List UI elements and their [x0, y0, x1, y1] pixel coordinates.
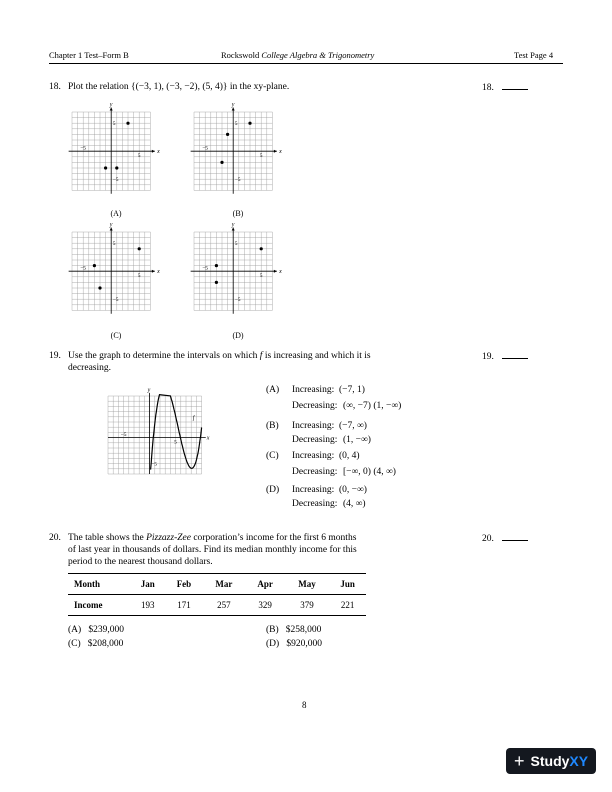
tick-label-neg5: −5: [80, 265, 87, 272]
x-arrow-icon: [152, 270, 155, 273]
q18-graph-a-label: (A): [110, 209, 122, 218]
plotted-point: [115, 166, 118, 169]
plotted-point: [260, 247, 263, 250]
plotted-point: [226, 133, 229, 136]
tick-label-yneg5: −5: [234, 297, 241, 304]
tick-label-y5: 5: [112, 241, 116, 248]
table-header-row: [68, 574, 366, 595]
plotted-point: [215, 264, 218, 267]
q18-graph-a-grid: [69, 102, 160, 194]
q18-graph-d: [186, 222, 286, 330]
q19-answer[interactable]: 19.: [482, 350, 528, 362]
x-arrow-icon: [274, 150, 277, 153]
plotted-point: [98, 286, 101, 289]
tick-label-neg5: −5: [80, 145, 87, 152]
x-axis-label: x: [279, 149, 282, 156]
q20-income-table: [68, 573, 366, 616]
header-title: Rockswold College Algebra & Trigonometry: [221, 50, 375, 60]
x-axis-label: x: [157, 149, 160, 156]
x-axis-label: x: [157, 269, 160, 276]
table-header: May: [298, 579, 316, 589]
header-rule: [49, 63, 563, 64]
q18-text: Plot the relation {(−3, 1), (−3, −2), (5, 4)} in the xy-plane.: [68, 82, 290, 92]
q19-options: [266, 384, 486, 514]
q19-number: 19.: [49, 351, 61, 361]
q20-answer-blank[interactable]: [502, 532, 528, 541]
page-number: 8: [302, 700, 307, 710]
q19-x-axis-label: x: [206, 435, 210, 442]
q19-option-a[interactable]: (A) Increasing: (−7, 1) Decreasing: (∞, −7) (1, −∞): [266, 385, 402, 411]
table-cell: 329: [258, 600, 272, 610]
header-chapter: Chapter 1 Test–Form B: [49, 50, 129, 60]
q19-option-b[interactable]: (B) Increasing: (−7, ∞) Decreasing: (1, −∞): [266, 421, 371, 445]
table-header: Feb: [176, 579, 192, 589]
table-header: Mar: [215, 579, 233, 589]
q20-choice-a[interactable]: (A) $239,000: [68, 625, 124, 635]
y-axis-label: y: [109, 222, 113, 228]
table-header: Apr: [257, 579, 273, 589]
q19-option-d[interactable]: (D) Increasing: (0, −∞) Decreasing: (4, ∞): [266, 485, 367, 509]
q18-graph-a: [64, 102, 164, 210]
y-axis-label: y: [231, 222, 235, 228]
q20-number: 20.: [49, 533, 61, 543]
table-cell: 193: [141, 600, 155, 610]
y-axis-label: y: [109, 102, 113, 108]
plotted-point: [104, 166, 107, 169]
plotted-point: [93, 264, 96, 267]
q18-number: 18.: [49, 82, 61, 92]
header-page: Test Page 4: [514, 50, 554, 60]
q18-graph-c-label: (C): [110, 331, 122, 340]
table-cell: 379: [300, 600, 314, 610]
y-arrow-icon: [110, 108, 113, 111]
tick-label-y5: 5: [234, 241, 238, 248]
y-arrow-icon: [110, 228, 113, 231]
plus-icon: +: [514, 750, 525, 771]
q20-choice-b[interactable]: (B) $258,000: [266, 625, 322, 635]
plotted-point: [220, 161, 223, 164]
q18-graph-b: [186, 102, 286, 210]
q19-tick-neg5-y: −5: [151, 461, 157, 468]
tick-label-pos5: 5: [259, 273, 263, 280]
tick-label-neg5: −5: [202, 145, 209, 152]
q19-graph: [98, 388, 216, 478]
y-arrow-icon: [232, 228, 235, 231]
tick-label-pos5: 5: [259, 153, 263, 160]
x-arrow-icon: [152, 150, 155, 153]
q19-answer-blank[interactable]: [502, 350, 528, 359]
table-header: Month: [74, 579, 101, 589]
table-cell: 171: [177, 600, 191, 610]
q18-graph-c: [64, 222, 164, 330]
tick-label-y5: 5: [112, 121, 116, 128]
q20-text: The table shows the Pizzazz-Zee corporation’s income for the first 6 months of last year in thousands of dollars. Find its median monthly income for this period to the nearest thousand dollars.: [68, 533, 357, 567]
tick-label-neg5: −5: [202, 265, 209, 272]
x-axis-label: x: [279, 269, 282, 276]
q18-graph-b-label: (B): [232, 209, 244, 218]
x-arrow-icon: [274, 270, 277, 273]
tick-label-y5: 5: [234, 121, 238, 128]
q20-choice-d[interactable]: (D) $920,000: [266, 639, 322, 649]
plotted-point: [126, 122, 129, 125]
table-cell: 221: [340, 600, 355, 610]
q18-graph-d-grid: [191, 222, 282, 314]
table-cell: 257: [217, 600, 231, 610]
q18-answer-blank[interactable]: [502, 81, 528, 90]
plotted-point: [215, 281, 218, 284]
q18-answer[interactable]: 18.: [482, 81, 528, 93]
q20-choice-c[interactable]: (C) $208,000: [68, 639, 124, 649]
q20-answer[interactable]: 20.: [482, 532, 528, 544]
q19-y-axis-label: y: [147, 388, 151, 394]
q19-f-label: f: [192, 415, 195, 422]
table-row: [68, 595, 366, 616]
q18-graph-c-grid: [69, 222, 160, 314]
y-arrow-icon: [232, 108, 235, 111]
tick-label-yneg5: −5: [112, 297, 119, 304]
table-header: Jan: [140, 579, 155, 589]
table-header: Jun: [340, 579, 355, 589]
studyxy-badge[interactable]: [506, 748, 596, 774]
q18-graph-d-label: (D): [232, 331, 244, 340]
tick-label-pos5: 5: [137, 153, 141, 160]
q19-tick-pos5: 5: [174, 439, 177, 446]
q19-option-c[interactable]: (C) Increasing: (0, 4) Decreasing: [−∞, 0) (4, ∞): [266, 451, 396, 477]
plotted-point: [138, 247, 141, 250]
q18-graph-b-points: [220, 122, 251, 164]
tick-label-yneg5: −5: [112, 177, 119, 184]
q18-graph-b-grid: [191, 102, 282, 194]
tick-label-yneg5: −5: [234, 177, 241, 184]
plotted-point: [248, 122, 251, 125]
studyxy-logo-text: StudyXY: [530, 753, 589, 769]
tick-label-pos5: 5: [137, 273, 141, 280]
table-row-label: Income: [74, 600, 103, 610]
q19-tick-neg5: −5: [120, 432, 127, 439]
q19-text: Use the graph to determine the intervals on which f is increasing and which it is decreasing.: [68, 351, 371, 373]
y-axis-label: y: [231, 102, 235, 108]
